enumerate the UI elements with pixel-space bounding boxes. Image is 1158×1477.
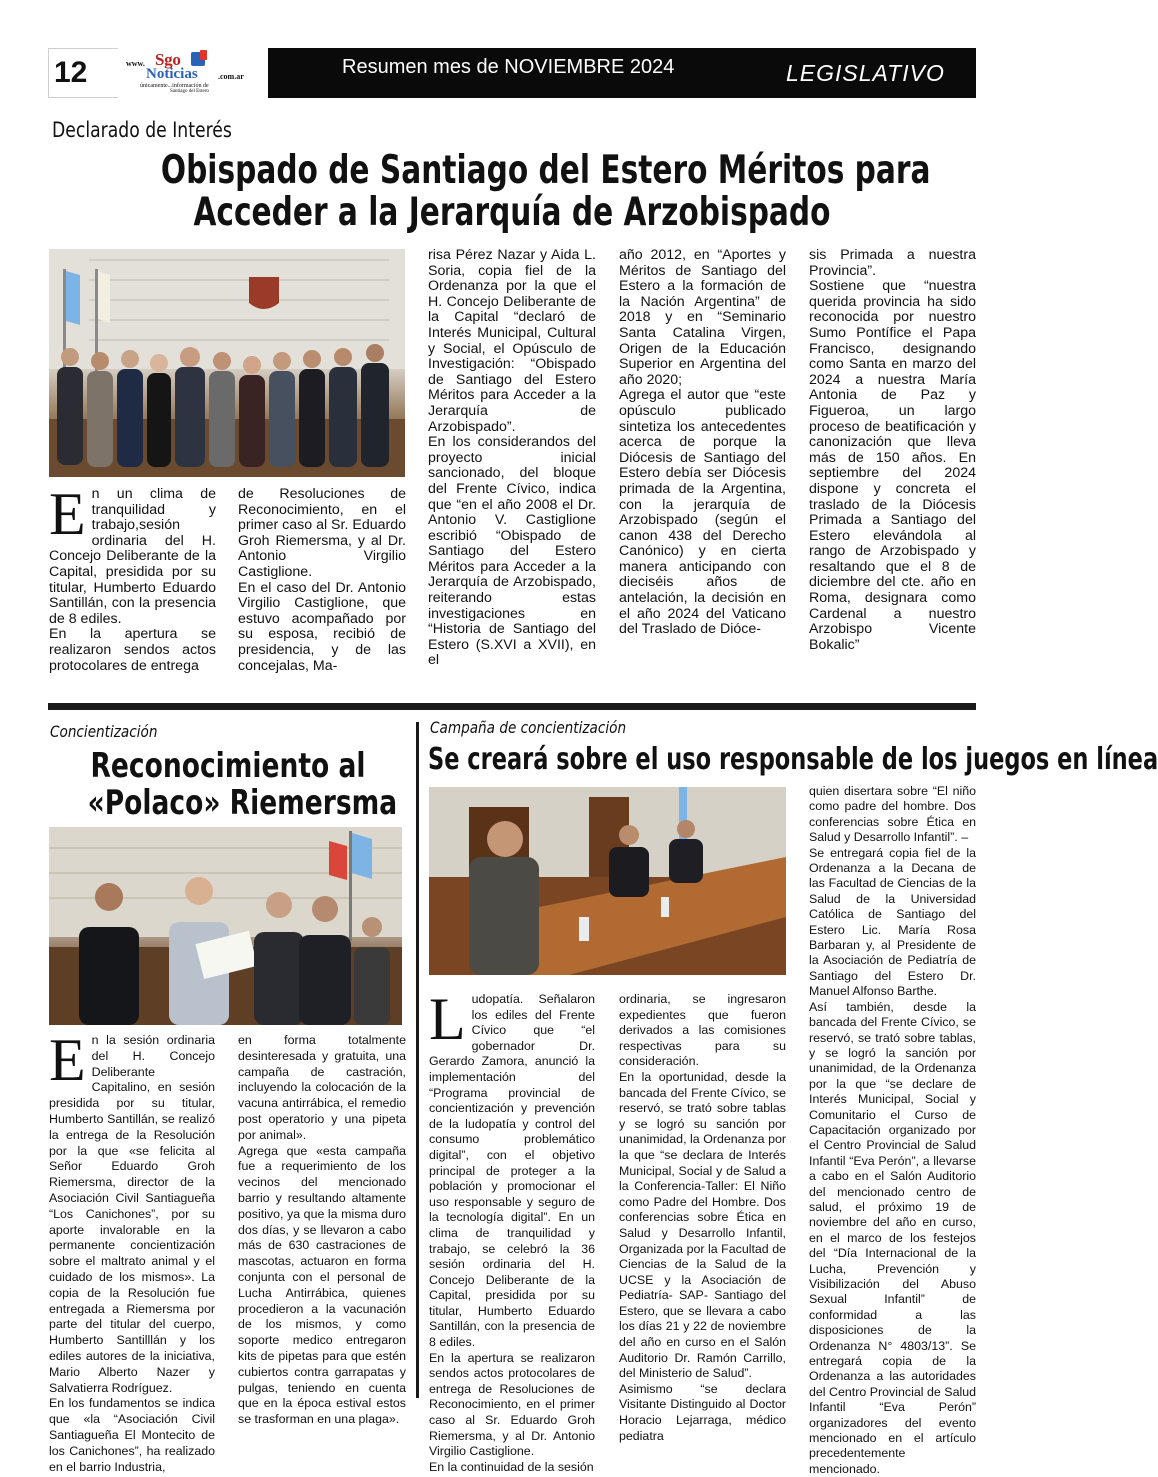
logo-tagline-2: Santiago del Estero [170, 89, 209, 94]
article1-paragraph-8: Agrega el autor que “este opúsculo publicado sintetiza los antecedentes acerca de porque la Diócesis de Santiago del Estero debía ser Diócesis primada de la Argentina, con la jerarquía de Arzobispado (según el canon 438 del Derecho Canónico) y en cierta manera anticipando con dieciséis años de antelación, la decisión en el año 2024 del Vaticano del Traslado de Dióce- [619, 387, 786, 638]
article3-paragraph-1: udopatía. Señalaron los ediles del Frente Cívico que “el gobernador Dr. Gerardo Zamora, anunció la implementación del “Programa provincial de concientización y prevención de la ludopatía y control del consumo problemático digital”, con el objetivo principal de proteger a la población y promocionar el uso responsable y seguro de la tecnología digital”. En un clima de tranquilidad y trabajo, se celebró la 36 sesión ordinaria del H. Concejo Deliberante de la Capital, presidida por su titular, Humberto Eduardo Santillán, con la presencia de 8 ediles. [429, 992, 595, 1350]
article3-paragraph-6: Asimismo “se declara Visitante Distinguido al Doctor Horacio Lejarraga, médico pediatra [619, 1381, 786, 1443]
logo-brand-bottom: Noticias [146, 66, 198, 82]
article3-kicker: Campaña de concientización [430, 718, 627, 737]
council-session-photo-icon [429, 787, 786, 975]
article1-paragraph-4: En el caso del Dr. Antonio Virgilio Castiglione, que estuvo acompañado por su esposa, recibió de presidencia, y de las concejalas, Ma- [238, 579, 406, 674]
article1-headline-line2: Acceder a la Jerarquía de Arzobispado [193, 190, 831, 236]
logo-tagline: únicamente...información de [140, 83, 209, 89]
article1-paragraph-1: n un clima de tranquilidad y trabajo,sesión ordinaria del H. Concejo Deliberante de la Capital, presidida por su titular, Humberto Eduardo Santillán, con la presencia de 8 ediles. [49, 486, 216, 627]
article1-paragraph-2: En la apertura se realizaron sendos actos protocolares de entrega [49, 626, 216, 674]
logo-www: www. [126, 59, 145, 68]
article2-column-1 [49, 1027, 215, 1475]
article3-paragraph-5: En la oportunidad, desde la bancada del Frente Cívico, se reservó, se trató sobre tablas y se logró su sanción por unanimidad, la Ordenanza por la que “se declara de Interés Municipal, Social y de Salud a la Conferencia-Taller: El Niño como Padre del Hombre. Dos conferencias sobre Ética en Salud y Desarrollo Infantil, Organizada por la Facultad de Ciencias de la Salud de la UCSE y la Asociación de Pediatría- SAP- Santiago del Estero, que se llevara a cabo los días 21 y 22 de noviembre del año en curso en el Salón Auditorio Dr. Ramón Carrillo, del Ministerio de Salud”. [619, 1069, 786, 1381]
section-divider [48, 703, 976, 710]
article2-headline [87, 746, 398, 823]
article1-paragraph-6: En los considerandos del proyecto inicial sancionado, del bloque del Frente Cívico, indica que “en el año 2008 el Dr. Antonio V. Castiglione escribió “Obispado de Santiago del Estero Méritos para Acceder a la Jerarquía de Arzobispado, reiterando estas investigaciones en “Historia de Santiago del Estero (S.XVI a XVII), en el [428, 434, 596, 669]
logo-square-accent-icon [200, 50, 207, 60]
article1-headline-line1: Obispado de Santiago del Estero Méritos para [160, 148, 931, 193]
article1-column-4 [619, 248, 786, 638]
article2-headline-line1: Reconocimiento al [90, 746, 366, 786]
issue-title: Resumen mes de NOVIEMBRE 2024 [342, 56, 675, 78]
article3-column-2 [619, 992, 786, 1444]
article1-paragraph-7: año 2012, en “Aportes y Méritos de Santiago del Estero a la formación de la Nación Argentina” de 2018 y en “Seminario Santa Catalina Virgen, Origen de la Educación Superior en Argentina del año 2020; [619, 247, 786, 388]
article3-photo [429, 787, 786, 975]
article3-paragraph-2: En la apertura se realizaron sendos actos protocolares de entrega de Resoluciones de Reconocimiento, en el primer caso al Sr. Eduardo Groh Riemersma, y al Dr. Antonio Virgilio Castiglione. [429, 1350, 595, 1459]
article3-paragraph-8: Se entregará copia fiel de la Ordenanza a la Decana de las Facultad de Ciencias de la Salud de la Universidad Católica de Santiago del Estero Lic. María Rosa Barbaran y, al Presidente de la Asociación de Pediatría de Santiago del Estero Dr. Manuel Alfonso Barthe. [809, 845, 976, 999]
article1-column-5 [809, 248, 976, 653]
sgo-noticias-logo[interactable] [122, 50, 260, 96]
article2-photo [49, 827, 402, 1025]
logo-domain: .com.ar [218, 72, 244, 81]
award-ceremony-photo-icon [49, 827, 402, 1025]
article3-paragraph-9: Así también, desde la bancada del Frente Cívico, se reservó, se trató sobre tablas, y se logró la sanción por unanimidad, de la Ordenanza por la que “se declare de Interés Municipal, Social y Comunitario el Curso de Capacitación organizado por el Centro Provincial de Salud Infantil “Eva Perón”, a llevarse a cabo en el Salón Auditorio del mencionado centro de salud, el próximo 19 de noviembre del año en curso, en el marco de los festejos del “Día Internacional de la Lucha, Prevención y Visibilización del Abuso Sexual Infantil” de conformidad a las disposiciones de la Ordenanza N° 4803/13”. Se entregará copia de la Ordenanza a las autoridades del Centro Provincial de Salud Infantil “Eva Perón” organizadores del evento mencionado en el artículo precedentemente mencionado. [809, 999, 976, 1476]
article1-paragraph-10: Sostiene que “nuestra querida provincia ha sido reconocida por nuestro Sumo Pontífice el Papa Francisco, designando como Santa en marzo del 2024 a nuestra María Antonia de Paz y Figueroa, un largo proceso de beatificación y canonización que lleva más de 150 años. En septiembre del 2024 dispone y concreta el traslado de la Diócesis Primada a Santiago del Estero elevándola al rango de Arzobispado y resaltando que el 8 de diciembre del cte. año en Roma, designara como Cardenal a nuestro Arzobispo Vicente Bokalic” [809, 278, 976, 653]
article3-headline: Se creará sobre el uso responsable de los juegos en línea [428, 742, 1158, 777]
article3-dropcap: L [429, 986, 466, 1052]
column-divider [416, 722, 419, 1398]
article1-paragraph-9: sis Primada a nuestra Provincia”. [809, 247, 976, 279]
article1-photo [49, 249, 405, 477]
logo-brand-top: Sgo [155, 50, 181, 69]
article2-paragraph-3: en forma totalmente desinteresada y gratuita, una campaña de castración, incluyendo la colocación de la vacuna antirrábica, el remedio post operatorio y una pipeta por animal». [238, 1033, 406, 1142]
article2-headline-line2: «Polaco» Riemersma [87, 782, 398, 823]
article3-paragraph-3: En la continuidad de la sesión [429, 1459, 594, 1474]
article2-paragraph-4: Agrega que «esta campaña fue a requerimiento de los vecinos del mencionado barrio y resultando altamente positivo, ya que la misma duro dos días, y se llevaron a cabo más de 630 castraciones de mascotas, actuaron en forma conjunta con el personal de Lucha Antirrábica, quienes procedieron a la vacunación de los mismos, y como soporte medico entregaron kits de pipetas para que estén cubiertos contra garrapatas y pulgas, teniendo en cuenta que en la época estival estos se trasforman en una plaga». [238, 1143, 406, 1427]
article1-column-1 [49, 481, 216, 674]
article1-column-2 [238, 487, 406, 674]
article1-paragraph-3: de Resoluciones de Reconocimiento, en el primer caso al Sr. Eduardo Groh Riemersma, y al Dr. Antonio Virgilio Castiglione. [238, 486, 406, 580]
article3-column-3 [809, 784, 976, 1477]
article1-dropcap: E [49, 481, 86, 547]
article1-paragraph-5: risa Pérez Nazar y Aida L. Soria, copia fiel de la Ordenanza por la que el H. Concejo Deliberante de la Capital “declaró de Interés Municipal, Cultural y Social, el Opúsculo de Investigación: “Obispado de Santiago del Estero Méritos para Acceder a la Jerarquía de Arzobispado”. [428, 247, 596, 435]
article2-kicker: Concientización [50, 722, 158, 741]
article1-column-3 [428, 248, 596, 669]
article3-column-1 [429, 986, 595, 1475]
page-number: 12 [54, 56, 88, 89]
article1-headline [160, 148, 931, 236]
article2-paragraph-1: n la sesión ordinaria del H. Concejo Deliberante Capitalino, en sesión presidida por su titular, Humberto Santillán, se realizó la entrega de la Resolución por la que «se felicita al Señor Eduardo Groh Riemersma, director de la Asociación Civil Santiagueña “Los Canichones”, por su aporte invalorable en la permanente concientización sobre el maltrato animal y el cuidado de los mismos». La copia de la Resolución fue entregada a Riemersma por parte del titular del cuerpo, Humberto Santilllán y los ediles autores de la iniciativa, Mario Alberto Nazer y Salvatierra Rodríguez. [49, 1033, 215, 1395]
article2-paragraph-2: En los fundamentos se indica que «la “Asociación Civil Santiagueña El Montecito de los Canichones”, ha realizado en el barrio Industria, [49, 1396, 215, 1474]
council-group-photo-icon [49, 249, 405, 477]
section-title: LEGISLATIVO [786, 60, 945, 86]
article2-column-2 [238, 1033, 406, 1428]
article3-paragraph-4: ordinaria, se ingresaron expedientes que fueron derivados a las comisiones respectivas para su consideración. [619, 992, 786, 1069]
article2-dropcap: E [49, 1027, 86, 1093]
article1-kicker: Declarado de Interés [52, 118, 232, 142]
article3-paragraph-7: quien disertara sobre “El niño como padre del hombre. Dos conferencias sobre Ética en Salud y Desarrollo Infantil”. – [809, 784, 976, 845]
